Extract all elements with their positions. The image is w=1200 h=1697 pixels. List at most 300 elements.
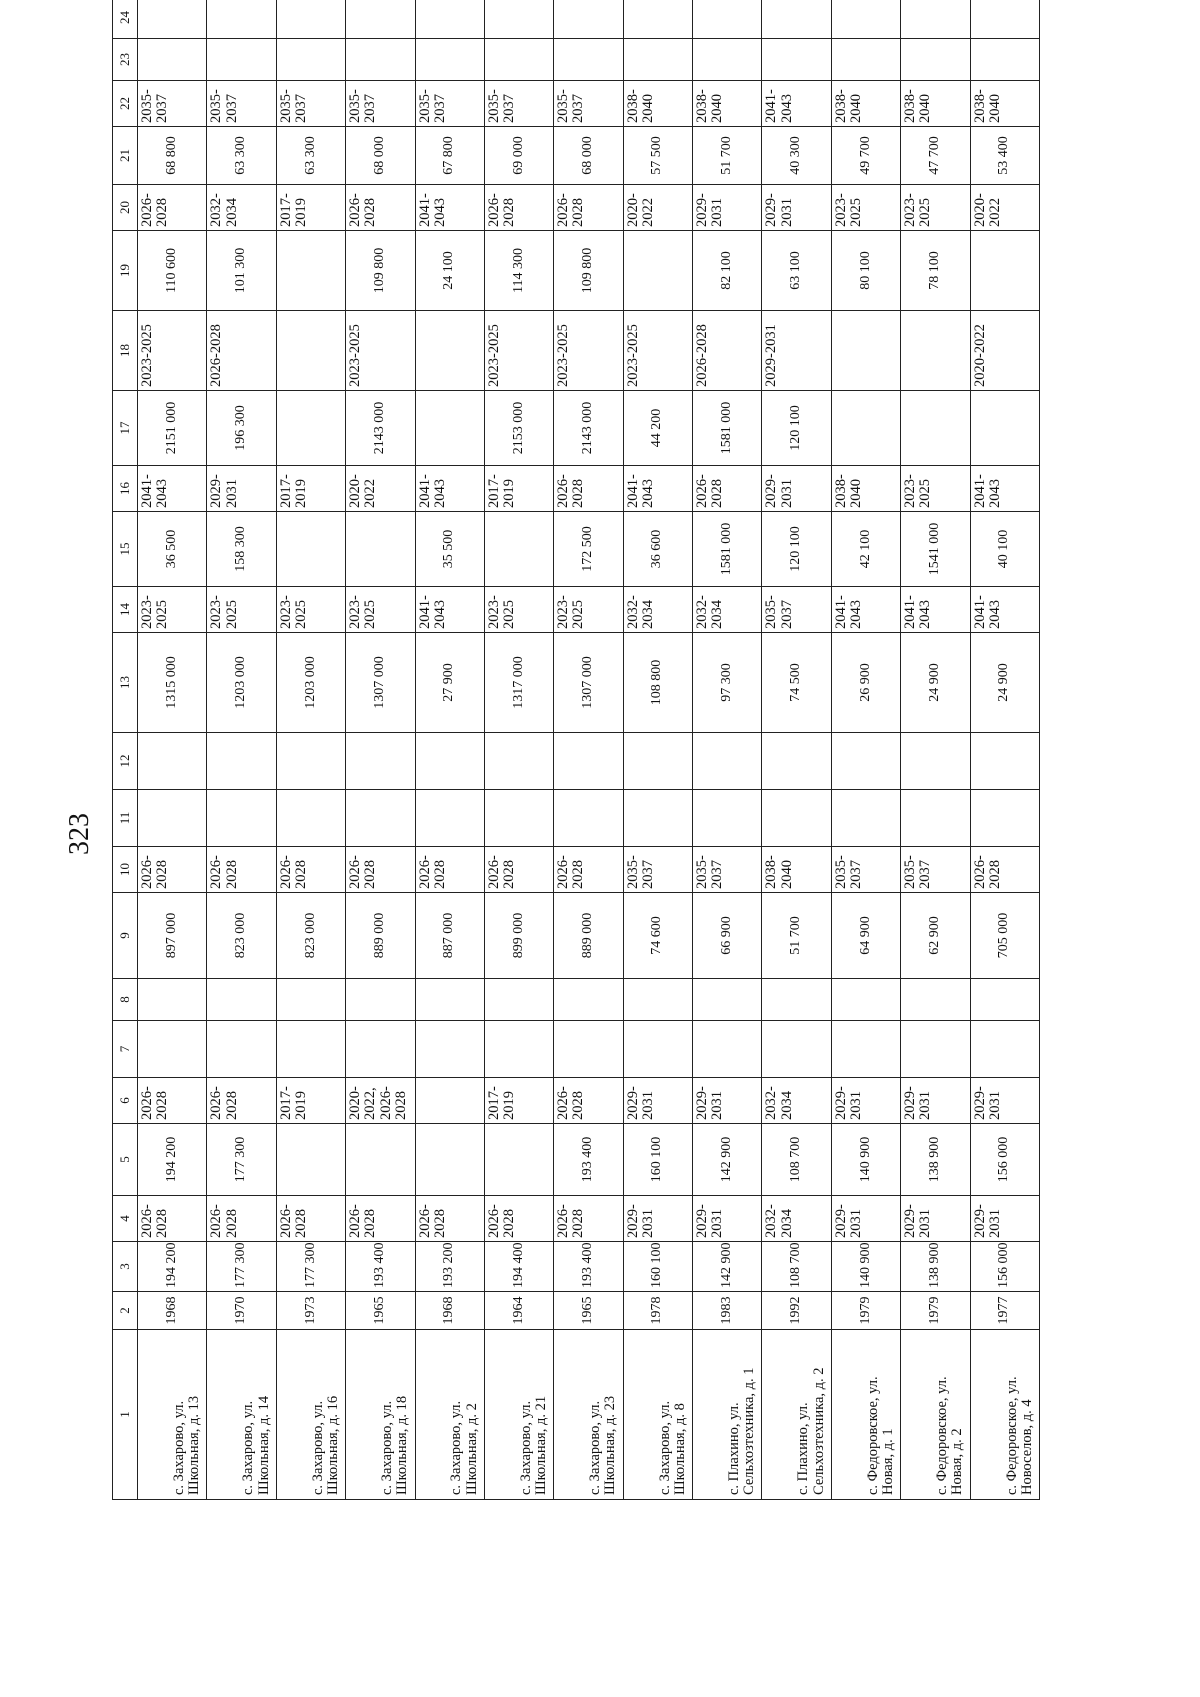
table-cell: 2032-2034 <box>623 587 692 633</box>
table-cell: 2026-2028 <box>484 1196 553 1242</box>
table-cell: 1307 000 <box>346 633 415 733</box>
table-cell <box>415 979 484 1021</box>
table-cell: 2029-2031 <box>762 466 831 512</box>
table-cell <box>831 0 900 39</box>
table-cell <box>276 0 345 39</box>
table-cell: 74 600 <box>623 893 692 979</box>
table-cell <box>346 0 415 39</box>
table-cell <box>484 1124 553 1196</box>
table-cell <box>623 979 692 1021</box>
table-cell: 74 500 <box>762 633 831 733</box>
address-cell: с. Захарово, ул. Школьная, д. 23 <box>554 1330 623 1500</box>
table-cell: 2029-2031 <box>693 1078 762 1124</box>
table-cell: 2026-2028 <box>693 311 762 391</box>
table-row <box>415 0 484 1500</box>
table-cell <box>901 790 970 847</box>
table-cell <box>276 311 345 391</box>
table-row <box>901 0 970 1500</box>
table-cell: 2035-2037 <box>207 81 276 127</box>
table-cell: 2023-2025 <box>484 587 553 633</box>
table-cell <box>138 733 207 790</box>
year-cell: 1992 <box>762 1292 831 1330</box>
table-cell <box>693 790 762 847</box>
table-cell <box>693 979 762 1021</box>
table-row <box>346 0 415 1500</box>
year-cell: 1979 <box>831 1292 900 1330</box>
table-row <box>276 0 345 1500</box>
column-header: 2 <box>113 1292 138 1330</box>
table-cell: 158 300 <box>207 512 276 587</box>
table-cell <box>554 39 623 81</box>
table-row <box>138 0 207 1500</box>
table-cell: 57 500 <box>623 127 692 185</box>
table-cell: 67 800 <box>415 127 484 185</box>
column-header: 20 <box>113 185 138 231</box>
table-body <box>138 0 1040 1500</box>
address-cell: с. Федоровское, ул. Новая, д. 1 <box>831 1330 900 1500</box>
table-cell <box>207 0 276 39</box>
table-cell <box>138 790 207 847</box>
table-cell: 2020-2022 <box>970 311 1040 391</box>
table-cell: 40 100 <box>970 512 1040 587</box>
table-cell <box>346 733 415 790</box>
table-cell: 2026-2028 <box>346 185 415 231</box>
table-cell: 2038-2040 <box>970 81 1040 127</box>
table-cell <box>831 1021 900 1078</box>
table-cell <box>346 979 415 1021</box>
table-cell <box>415 0 484 39</box>
column-header: 14 <box>113 587 138 633</box>
table-cell <box>970 231 1040 311</box>
table-cell <box>901 0 970 39</box>
table-cell <box>484 1021 553 1078</box>
table-cell <box>970 39 1040 81</box>
table-cell: 2151 000 <box>138 391 207 466</box>
table-cell: 193 400 <box>554 1242 623 1292</box>
table-cell: 2041-2043 <box>415 466 484 512</box>
year-cell: 1977 <box>970 1292 1040 1330</box>
table-cell <box>207 1021 276 1078</box>
table-cell: 69 000 <box>484 127 553 185</box>
table-cell: 2023-2025 <box>138 311 207 391</box>
table-cell: 2041-2043 <box>970 587 1040 633</box>
table-cell <box>554 979 623 1021</box>
column-header: 13 <box>113 633 138 733</box>
column-header: 11 <box>113 790 138 847</box>
table-cell: 2023-2025 <box>207 587 276 633</box>
table-cell: 897 000 <box>138 893 207 979</box>
table-row <box>484 0 553 1500</box>
table-cell: 1317 000 <box>484 633 553 733</box>
table-cell <box>484 979 553 1021</box>
table-cell: 2029-2031 <box>901 1078 970 1124</box>
table-cell <box>623 790 692 847</box>
table-cell <box>901 733 970 790</box>
table-cell: 2017-2019 <box>484 1078 553 1124</box>
table-row <box>554 0 623 1500</box>
table-cell <box>207 39 276 81</box>
table-cell <box>623 733 692 790</box>
table-cell: 2029-2031 <box>623 1196 692 1242</box>
table-cell: 2032-2034 <box>762 1196 831 1242</box>
table-cell: 26 900 <box>831 633 900 733</box>
table-cell: 889 000 <box>554 893 623 979</box>
table-cell <box>415 790 484 847</box>
table-cell <box>276 790 345 847</box>
table-cell: 177 300 <box>207 1242 276 1292</box>
table-cell: 2029-2031 <box>623 1078 692 1124</box>
year-cell: 1978 <box>623 1292 692 1330</box>
table-cell: 2035-2037 <box>138 81 207 127</box>
column-header: 18 <box>113 311 138 391</box>
table-cell: 2023-2025 <box>554 587 623 633</box>
column-header: 23 <box>113 39 138 81</box>
table-cell: 44 200 <box>623 391 692 466</box>
table-cell: 2020-2022 <box>346 466 415 512</box>
year-cell: 1973 <box>276 1292 345 1330</box>
table-cell: 2023-2025 <box>831 185 900 231</box>
table-cell <box>484 790 553 847</box>
table-cell: 160 100 <box>623 1242 692 1292</box>
table-cell: 2023-2025 <box>346 587 415 633</box>
table-cell <box>693 39 762 81</box>
table-cell: 138 900 <box>901 1242 970 1292</box>
table-cell: 78 100 <box>901 231 970 311</box>
table-cell: 2023-2025 <box>138 587 207 633</box>
table-cell: 899 000 <box>484 893 553 979</box>
address-cell: с. Захарово, ул. Школьная, д. 18 <box>346 1330 415 1500</box>
table-cell: 68 800 <box>138 127 207 185</box>
column-header: 19 <box>113 231 138 311</box>
column-header: 21 <box>113 127 138 185</box>
table-cell <box>970 790 1040 847</box>
table-cell: 160 100 <box>623 1124 692 1196</box>
table-cell: 2035-2037 <box>554 81 623 127</box>
table-cell <box>901 39 970 81</box>
table-cell: 2026-2028 <box>346 1196 415 1242</box>
address-cell: с. Захарово, ул. Школьная, д. 8 <box>623 1330 692 1500</box>
table-cell: 120 100 <box>762 391 831 466</box>
table-cell: 2029-2031 <box>693 185 762 231</box>
table-cell: 193 200 <box>415 1242 484 1292</box>
year-cell: 1970 <box>207 1292 276 1330</box>
table-cell <box>554 790 623 847</box>
table-row <box>970 0 1040 1500</box>
column-header: 17 <box>113 391 138 466</box>
column-header: 1 <box>113 1330 138 1500</box>
table-cell <box>831 790 900 847</box>
table-cell: 177 300 <box>207 1124 276 1196</box>
year-cell: 1965 <box>346 1292 415 1330</box>
table-cell: 108 800 <box>623 633 692 733</box>
column-header: 6 <box>113 1078 138 1124</box>
table-cell: 110 600 <box>138 231 207 311</box>
table-cell: 1581 000 <box>693 391 762 466</box>
table-cell: 2038-2040 <box>901 81 970 127</box>
table-cell: 2026-2028 <box>207 311 276 391</box>
column-header: 12 <box>113 733 138 790</box>
table-cell <box>484 39 553 81</box>
table-cell: 2029-2031 <box>762 311 831 391</box>
table-cell: 2035-2037 <box>623 847 692 893</box>
table-cell: 193 400 <box>554 1124 623 1196</box>
table-cell <box>831 733 900 790</box>
year-cell: 1979 <box>901 1292 970 1330</box>
table-cell: 2029-2031 <box>831 1078 900 1124</box>
table-cell <box>623 39 692 81</box>
rotated-table-wrapper <box>112 11 1040 1500</box>
year-cell: 1983 <box>693 1292 762 1330</box>
table-cell: 2023-2025 <box>623 311 692 391</box>
table-cell <box>831 979 900 1021</box>
table-cell <box>970 979 1040 1021</box>
table-cell: 35 500 <box>415 512 484 587</box>
table-cell: 2026-2028 <box>415 1196 484 1242</box>
table-cell: 1203 000 <box>207 633 276 733</box>
table-cell: 2032-2034 <box>693 587 762 633</box>
table-cell: 2041-2043 <box>901 587 970 633</box>
year-cell: 1964 <box>484 1292 553 1330</box>
table-cell: 101 300 <box>207 231 276 311</box>
address-cell: с. Федоровское, ул. Новоселов, д. 4 <box>970 1330 1040 1500</box>
table-cell <box>276 1124 345 1196</box>
table-cell <box>554 733 623 790</box>
table-cell: 2029-2031 <box>207 466 276 512</box>
table-cell <box>970 0 1040 39</box>
table-cell: 2020-2022 <box>623 185 692 231</box>
column-header: 3 <box>113 1242 138 1292</box>
table-cell <box>831 311 900 391</box>
year-cell: 1968 <box>415 1292 484 1330</box>
table-cell <box>138 1021 207 1078</box>
table-cell: 2041-2043 <box>415 185 484 231</box>
table-cell <box>138 979 207 1021</box>
table-cell: 36 500 <box>138 512 207 587</box>
table-cell: 2023-2025 <box>276 587 345 633</box>
table-cell <box>901 391 970 466</box>
table-cell: 142 900 <box>693 1242 762 1292</box>
table-row <box>762 0 831 1500</box>
table-cell: 140 900 <box>831 1242 900 1292</box>
address-cell: с. Захарово, ул. Школьная, д. 21 <box>484 1330 553 1500</box>
table-cell: 1307 000 <box>554 633 623 733</box>
table-cell <box>970 391 1040 466</box>
table-cell: 2041-2043 <box>415 587 484 633</box>
year-cell: 1965 <box>554 1292 623 1330</box>
table-cell <box>554 0 623 39</box>
table-cell: 196 300 <box>207 391 276 466</box>
table-cell: 47 700 <box>901 127 970 185</box>
table-cell: 49 700 <box>831 127 900 185</box>
year-cell: 1968 <box>138 1292 207 1330</box>
table-cell: 108 700 <box>762 1124 831 1196</box>
page-number: 323 <box>64 813 95 855</box>
table-cell: 2041-2043 <box>831 587 900 633</box>
table-cell: 2038-2040 <box>693 81 762 127</box>
table-cell: 2038-2040 <box>831 81 900 127</box>
table-cell: 82 100 <box>693 231 762 311</box>
table-cell <box>554 1021 623 1078</box>
table-cell: 2038-2040 <box>623 81 692 127</box>
table-cell: 2035-2037 <box>276 81 345 127</box>
table-cell: 64 900 <box>831 893 900 979</box>
table-cell <box>901 979 970 1021</box>
table-cell: 2026-2028 <box>554 1196 623 1242</box>
table-cell <box>970 1021 1040 1078</box>
table-cell: 2029-2031 <box>970 1078 1040 1124</box>
table-cell <box>970 733 1040 790</box>
table-cell <box>484 512 553 587</box>
table-cell: 120 100 <box>762 512 831 587</box>
table-cell: 2035-2037 <box>484 81 553 127</box>
table-cell <box>484 0 553 39</box>
table-cell: 2023-2025 <box>901 185 970 231</box>
table-cell <box>623 0 692 39</box>
address-cell: с. Захарово, ул. Школьная, д. 16 <box>276 1330 345 1500</box>
table-cell <box>415 1124 484 1196</box>
table-cell <box>276 39 345 81</box>
table-cell: 63 100 <box>762 231 831 311</box>
table-cell <box>831 39 900 81</box>
table-cell: 2029-2031 <box>693 1196 762 1242</box>
column-header: 10 <box>113 847 138 893</box>
table-cell <box>831 391 900 466</box>
table-cell: 887 000 <box>415 893 484 979</box>
table-cell: 24 900 <box>901 633 970 733</box>
table-cell: 1315 000 <box>138 633 207 733</box>
table-cell: 24 100 <box>415 231 484 311</box>
table-row <box>693 0 762 1500</box>
table-cell: 24 900 <box>970 633 1040 733</box>
table-cell <box>901 311 970 391</box>
header-row <box>113 0 138 1500</box>
table-cell: 2023-2025 <box>554 311 623 391</box>
table-cell <box>693 0 762 39</box>
table-cell: 2041-2043 <box>970 466 1040 512</box>
table-cell: 2032-2034 <box>762 1078 831 1124</box>
table-cell: 2017-2019 <box>276 466 345 512</box>
table-cell: 53 400 <box>970 127 1040 185</box>
table-cell: 1541 000 <box>901 512 970 587</box>
table-cell: 194 400 <box>484 1242 553 1292</box>
table-cell: 62 900 <box>901 893 970 979</box>
table-cell <box>901 1021 970 1078</box>
table-cell <box>762 733 831 790</box>
address-cell: с. Захарово, ул. Школьная, д. 14 <box>207 1330 276 1500</box>
table-cell <box>346 1124 415 1196</box>
table-cell <box>762 0 831 39</box>
address-cell: с. Плахино, ул. Сельхозтехника, д. 1 <box>693 1330 762 1500</box>
table-row <box>831 0 900 1500</box>
table-cell: 2143 000 <box>346 391 415 466</box>
table-cell: 2020-2022, 2026-2028 <box>346 1078 415 1124</box>
column-header: 9 <box>113 893 138 979</box>
table-cell: 1203 000 <box>276 633 345 733</box>
table-cell: 2020-2022 <box>970 185 1040 231</box>
column-header: 15 <box>113 512 138 587</box>
address-cell: с. Федоровское, ул. Новая, д. 2 <box>901 1330 970 1500</box>
table-cell: 2041-2043 <box>623 466 692 512</box>
table-cell: 138 900 <box>901 1124 970 1196</box>
table-cell <box>415 311 484 391</box>
table-cell: 194 200 <box>138 1242 207 1292</box>
table-cell: 2032-2034 <box>207 185 276 231</box>
table-cell <box>276 733 345 790</box>
table-cell: 193 400 <box>346 1242 415 1292</box>
table-cell: 2029-2031 <box>831 1196 900 1242</box>
table-cell: 2026-2028 <box>276 847 345 893</box>
table-cell: 2026-2028 <box>554 1078 623 1124</box>
table-cell <box>415 39 484 81</box>
table-cell: 194 200 <box>138 1124 207 1196</box>
table-cell: 2026-2028 <box>554 847 623 893</box>
table-cell: 109 800 <box>554 231 623 311</box>
table-cell <box>138 0 207 39</box>
table-cell <box>415 733 484 790</box>
table-cell: 2026-2028 <box>415 847 484 893</box>
address-cell: с. Захарово, ул. Школьная, д. 13 <box>138 1330 207 1500</box>
table-cell: 2035-2037 <box>831 847 900 893</box>
table-cell: 80 100 <box>831 231 900 311</box>
table-cell: 2023-2025 <box>901 466 970 512</box>
table-cell: 114 300 <box>484 231 553 311</box>
table-cell: 2029-2031 <box>762 185 831 231</box>
table-cell <box>415 1078 484 1124</box>
table-cell <box>623 1021 692 1078</box>
table-cell: 40 300 <box>762 127 831 185</box>
table-cell: 2026-2028 <box>207 1196 276 1242</box>
table-cell <box>484 733 553 790</box>
table-cell: 2026-2028 <box>138 847 207 893</box>
table-cell <box>276 231 345 311</box>
table-cell: 2017-2019 <box>276 1078 345 1124</box>
table-cell <box>346 1021 415 1078</box>
table-cell <box>207 790 276 847</box>
table-cell <box>415 1021 484 1078</box>
column-header: 8 <box>113 979 138 1021</box>
table-cell: 2035-2037 <box>415 81 484 127</box>
table-cell: 97 300 <box>693 633 762 733</box>
table-cell: 2038-2040 <box>831 466 900 512</box>
table-cell <box>762 39 831 81</box>
table-cell: 2029-2031 <box>970 1196 1040 1242</box>
table-cell <box>693 733 762 790</box>
table-cell: 2023-2025 <box>484 311 553 391</box>
table-cell: 2017-2019 <box>276 185 345 231</box>
table-cell: 63 300 <box>207 127 276 185</box>
table-cell: 2023-2025 <box>346 311 415 391</box>
table-cell: 2035-2037 <box>693 847 762 893</box>
table-cell: 156 000 <box>970 1242 1040 1292</box>
table-cell <box>693 1021 762 1078</box>
table-cell: 140 900 <box>831 1124 900 1196</box>
table-cell: 2035-2037 <box>346 81 415 127</box>
table-cell: 2035-2037 <box>762 587 831 633</box>
table-cell <box>346 39 415 81</box>
table-cell: 109 800 <box>346 231 415 311</box>
column-header: 5 <box>113 1124 138 1196</box>
table-cell: 2026-2028 <box>207 1078 276 1124</box>
column-header: 16 <box>113 466 138 512</box>
column-header: 7 <box>113 1021 138 1078</box>
table-cell <box>762 790 831 847</box>
table-cell <box>346 790 415 847</box>
address-cell: с. Захарово, ул. Школьная, д. 2 <box>415 1330 484 1500</box>
table-cell <box>207 979 276 1021</box>
table-cell: 156 000 <box>970 1124 1040 1196</box>
table-cell: 172 500 <box>554 512 623 587</box>
table-cell: 2026-2028 <box>484 847 553 893</box>
